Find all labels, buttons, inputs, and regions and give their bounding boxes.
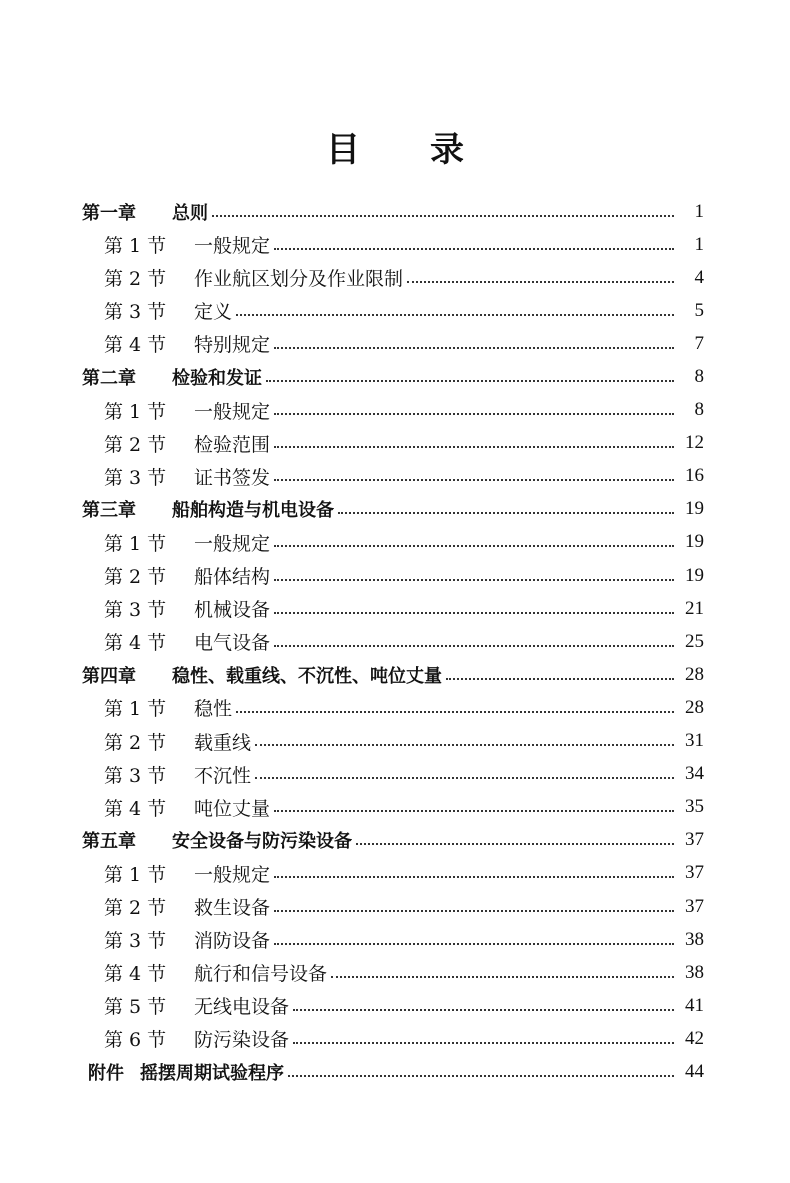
toc-entry-chapter[interactable] (0, 360, 790, 393)
toc-entry-number: 第 2 节 (104, 433, 167, 456)
toc-entry-label (104, 794, 270, 821)
toc-entry-title: 检验范围 (194, 433, 271, 456)
dot-leader (274, 575, 674, 581)
toc-entry-number: 第五章 (82, 831, 136, 853)
toc-entry-chapter[interactable] (0, 824, 790, 857)
toc-entry-page-number: 19 (685, 531, 704, 553)
toc-entry-label (82, 496, 334, 522)
toc-entry-title: 不沉性 (194, 764, 252, 787)
toc-entry-number: 第 1 节 (104, 400, 167, 423)
toc-entry-page-number: 28 (685, 696, 704, 718)
dot-leader (212, 211, 674, 217)
title-char-1: 目 (326, 130, 360, 170)
toc-entry-label (104, 231, 270, 258)
toc-entry-number: 第 3 节 (104, 930, 167, 953)
dot-leader (331, 972, 674, 978)
toc-entry-section[interactable] (0, 228, 790, 261)
toc-entry-title: 总则 (172, 202, 208, 224)
toc-entry-page-number: 37 (685, 895, 704, 917)
toc-entry-section[interactable] (0, 1022, 790, 1055)
toc-entry-label (82, 364, 262, 390)
toc-entry-title: 电气设备 (194, 632, 271, 655)
toc-entry-section[interactable] (0, 989, 790, 1022)
toc-entry-page-number: 38 (685, 961, 704, 983)
toc-entry-number: 第 3 节 (104, 764, 167, 787)
toc-entry-page-number: 8 (694, 399, 704, 421)
toc-entry-section[interactable] (0, 758, 790, 791)
dot-leader (274, 244, 674, 250)
toc-entry-appendix[interactable] (0, 1055, 790, 1088)
toc-entry-label (104, 628, 270, 655)
toc-entry-label (104, 595, 270, 622)
table-of-contents (0, 195, 790, 1089)
toc-entry-title: 摇摆周期试验程序 (140, 1062, 284, 1084)
dot-leader (274, 806, 674, 812)
toc-entry-title: 证书签发 (194, 466, 271, 489)
toc-entry-page-number: 31 (685, 730, 704, 752)
toc-entry-title: 稳性、载重线、不沉性、吨位丈量 (172, 665, 442, 687)
toc-entry-page-number: 35 (685, 796, 704, 818)
dot-leader (338, 508, 674, 514)
toc-entry-title: 载重线 (194, 731, 252, 754)
dot-leader (274, 343, 674, 349)
toc-entry-title: 稳性 (194, 698, 233, 721)
toc-entry-section[interactable] (0, 327, 790, 360)
toc-entry-label (104, 529, 270, 556)
toc-entry-page-number: 38 (685, 928, 704, 950)
dot-leader (274, 541, 674, 547)
toc-entry-section[interactable] (0, 394, 790, 427)
dot-leader (274, 442, 674, 448)
toc-entry-number: 第 3 节 (104, 301, 167, 324)
toc-entry-page-number: 19 (685, 498, 704, 520)
toc-entry-title: 消防设备 (194, 930, 271, 953)
dot-leader (274, 475, 674, 481)
toc-entry-title: 航行和信号设备 (194, 963, 328, 986)
dot-leader (274, 641, 674, 647)
toc-entry-label (104, 959, 327, 986)
toc-entry-page-number: 28 (685, 663, 704, 685)
toc-entry-number: 第 3 节 (104, 599, 167, 622)
page-title (0, 122, 790, 171)
toc-entry-label (82, 827, 352, 853)
toc-entry-section[interactable] (0, 427, 790, 460)
toc-entry-label (104, 992, 289, 1019)
toc-entry-label (104, 397, 270, 424)
toc-entry-title: 船体结构 (194, 566, 271, 589)
dot-leader (407, 277, 674, 283)
toc-entry-title: 一般规定 (194, 400, 271, 423)
toc-entry-number: 第 2 节 (104, 566, 167, 589)
toc-entry-label (104, 297, 232, 324)
toc-entry-label (104, 264, 403, 291)
dot-leader (288, 1071, 674, 1077)
toc-entry-section[interactable] (0, 691, 790, 724)
toc-entry-label (104, 562, 270, 589)
toc-entry-page-number: 1 (694, 233, 704, 255)
toc-entry-number: 第 1 节 (104, 235, 167, 258)
toc-entry-section[interactable] (0, 261, 790, 294)
toc-entry-label (88, 1059, 284, 1085)
title-char-2: 录 (430, 130, 464, 170)
toc-entry-label (104, 694, 232, 721)
toc-entry-label (104, 1025, 289, 1052)
toc-entry-label (104, 860, 270, 887)
toc-entry-page-number: 7 (694, 332, 704, 354)
toc-entry-section[interactable] (0, 791, 790, 824)
dot-leader (274, 872, 674, 878)
toc-entry-section[interactable] (0, 857, 790, 890)
toc-entry-number: 第 5 节 (104, 996, 167, 1019)
toc-entry-number: 第三章 (82, 500, 136, 522)
dot-leader (274, 608, 674, 614)
toc-entry-label (82, 662, 442, 688)
toc-entry-page-number: 34 (685, 763, 704, 785)
toc-entry-title: 机械设备 (194, 599, 271, 622)
toc-entry-page-number: 1 (694, 200, 704, 222)
toc-entry-label (104, 893, 270, 920)
dot-leader (274, 906, 674, 912)
toc-entry-page-number: 37 (685, 829, 704, 851)
toc-entry-page-number: 44 (685, 1060, 704, 1082)
toc-entry-number: 第 2 节 (104, 731, 167, 754)
toc-entry-section[interactable] (0, 460, 790, 493)
toc-entry-section[interactable] (0, 625, 790, 658)
toc-entry-page-number: 42 (685, 1027, 704, 1049)
dot-leader (293, 1038, 674, 1044)
toc-entry-number: 第四章 (82, 665, 136, 687)
toc-entry-page-number: 5 (694, 299, 704, 321)
toc-entry-number: 第 4 节 (104, 797, 167, 820)
toc-entry-number: 第 1 节 (104, 863, 167, 886)
toc-entry-chapter[interactable] (0, 493, 790, 526)
toc-entry-number: 第 6 节 (104, 1029, 167, 1052)
toc-entry-title: 一般规定 (194, 235, 271, 258)
toc-entry-title: 作业航区划分及作业限制 (194, 268, 404, 291)
toc-entry-title: 吨位丈量 (194, 797, 271, 820)
dot-leader (255, 740, 674, 746)
toc-entry-label (82, 199, 208, 225)
toc-entry-number: 第 4 节 (104, 334, 167, 357)
toc-entry-title: 一般规定 (194, 532, 271, 555)
toc-entry-title: 无线电设备 (194, 996, 290, 1019)
toc-entry-number: 第 1 节 (104, 698, 167, 721)
dot-leader (266, 376, 674, 382)
toc-entry-section[interactable] (0, 294, 790, 327)
toc-entry-title: 防污染设备 (194, 1029, 290, 1052)
toc-entry-section[interactable] (0, 725, 790, 758)
dot-leader (255, 773, 674, 779)
toc-entry-title: 安全设备与防污染设备 (172, 831, 352, 853)
toc-entry-title: 一般规定 (194, 863, 271, 886)
toc-entry-page-number: 16 (685, 465, 704, 487)
toc-entry-chapter[interactable] (0, 658, 790, 691)
toc-entry-title: 特别规定 (194, 334, 271, 357)
toc-entry-label (104, 728, 251, 755)
toc-entry-number: 第二章 (82, 368, 136, 390)
toc-entry-section[interactable] (0, 592, 790, 625)
toc-entry-page-number: 12 (685, 432, 704, 454)
toc-entry-page-number: 19 (685, 564, 704, 586)
toc-entry-title: 检验和发证 (172, 368, 262, 390)
dot-leader (274, 939, 674, 945)
toc-entry-number: 第 2 节 (104, 268, 167, 291)
toc-entry-number: 第 3 节 (104, 466, 167, 489)
toc-entry-number: 第 4 节 (104, 632, 167, 655)
dot-leader (236, 707, 674, 713)
toc-entry-title: 定义 (194, 301, 233, 324)
toc-entry-page-number: 8 (694, 366, 704, 388)
toc-entry-section[interactable] (0, 956, 790, 989)
toc-entry-page-number: 25 (685, 630, 704, 652)
toc-entry-label (104, 926, 270, 953)
toc-entry-label (104, 463, 270, 490)
toc-entry-page-number: 41 (685, 994, 704, 1016)
toc-entry-title: 船舶构造与机电设备 (172, 500, 334, 522)
toc-entry-number: 附件 (88, 1062, 124, 1084)
dot-leader (356, 839, 674, 845)
toc-entry-number: 第一章 (82, 202, 136, 224)
dot-leader (293, 1005, 674, 1011)
toc-entry-section[interactable] (0, 559, 790, 592)
toc-entry-label (104, 430, 270, 457)
toc-entry-label (104, 330, 270, 357)
toc-entry-number: 第 4 节 (104, 963, 167, 986)
dot-leader (274, 409, 674, 415)
dot-leader (446, 674, 674, 680)
dot-leader (236, 310, 674, 316)
toc-entry-title: 救生设备 (194, 897, 271, 920)
toc-entry-section[interactable] (0, 890, 790, 923)
toc-entry-page-number: 4 (694, 266, 704, 288)
toc-entry-section[interactable] (0, 526, 790, 559)
toc-entry-number: 第 2 节 (104, 897, 167, 920)
toc-entry-label (104, 761, 251, 788)
toc-entry-chapter[interactable] (0, 195, 790, 228)
toc-entry-page-number: 21 (685, 597, 704, 619)
toc-entry-section[interactable] (0, 923, 790, 956)
toc-entry-number: 第 1 节 (104, 532, 167, 555)
toc-entry-page-number: 37 (685, 862, 704, 884)
